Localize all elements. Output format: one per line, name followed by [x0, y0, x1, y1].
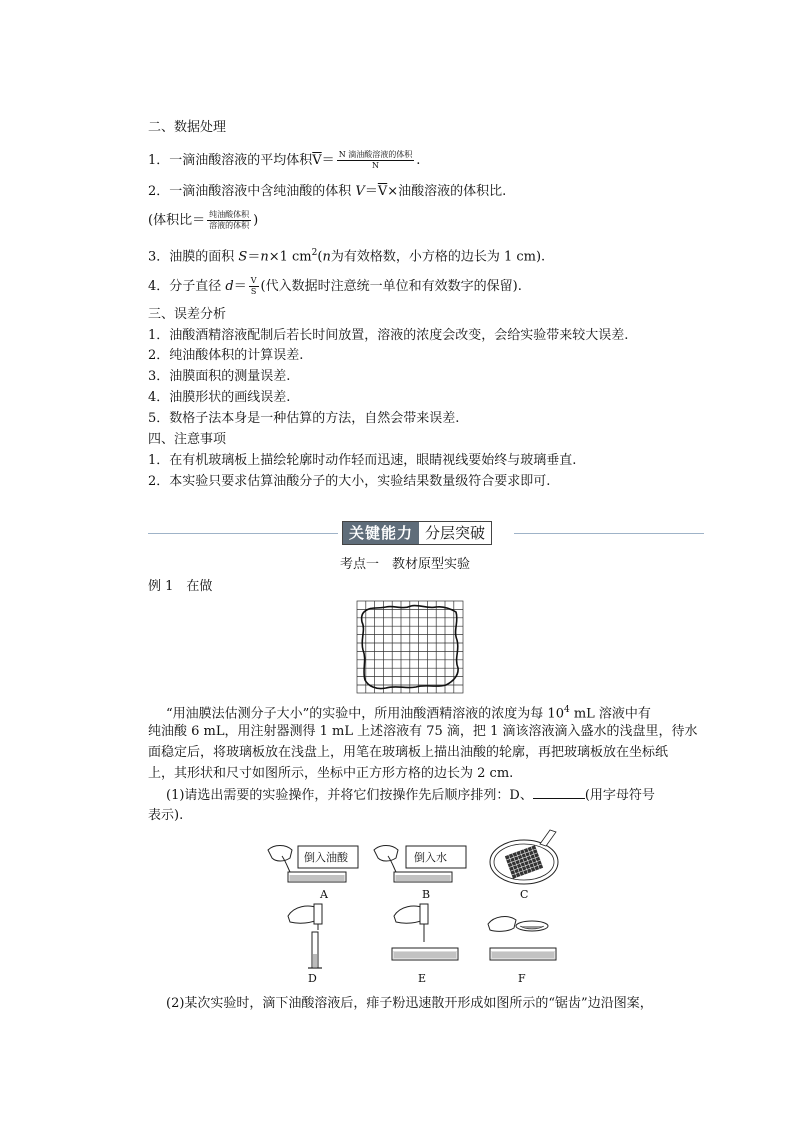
q1-text: (1)请选出需要的实验操作，并将它们按操作先后顺序排列：D、 — [166, 788, 533, 803]
fig-a-caption: A — [320, 888, 328, 901]
item4-den: S — [250, 287, 257, 296]
item1-num: N 滴油酸溶液的体积 — [338, 150, 413, 159]
item1-den: N — [371, 161, 379, 170]
formula-average-volume — [148, 150, 420, 171]
formula-pure-volume — [148, 183, 506, 201]
kaodian-title: 考点一 教材原型实验 — [340, 557, 471, 572]
item4-fraction — [249, 276, 259, 297]
question-2: (2)某次实验时，滴下油酸溶液后，痱子粉迅速散开形成如图所示的“锯齿”边沿图案， — [166, 996, 653, 1011]
item4-text: 4．分子直径 — [148, 279, 222, 294]
banner-right: 分层突破 — [425, 524, 486, 542]
section-banner — [342, 521, 492, 545]
note-item-2: 2．本实验只要求估算油酸分子的大小，实验结果数量级符合要求即可. — [148, 474, 551, 489]
para1-sup: 4 — [563, 705, 570, 715]
question-1 — [166, 786, 655, 805]
error-item-3: 3．油膜面积的测量误差. — [148, 369, 291, 384]
formula-area — [148, 244, 545, 266]
section2-heading: 二、数据处理 — [148, 120, 227, 135]
q1-tail: (用字母符号 — [584, 788, 655, 803]
ratio-pre: (体积比＝ — [148, 213, 206, 228]
banner-left: 关键能力 — [343, 522, 419, 544]
para1-a: “用油膜法估测分子大小”的实验中，所用油酸酒精溶液的浓度为每 10 — [166, 706, 564, 722]
item1-eq: ＝ — [321, 153, 335, 168]
item3-eq: ＝ — [247, 249, 261, 265]
banner-rule-left — [148, 533, 338, 534]
item2-text: 2．一滴油酸溶液中含纯油酸的体积 — [148, 184, 352, 199]
syringe-cylinder-figure — [282, 902, 338, 972]
item4-num: V — [250, 276, 257, 285]
error-item-4: 4．油膜形状的画线误差. — [148, 390, 291, 405]
fig-b-caption: B — [422, 888, 431, 901]
item2-eq: ＝ — [364, 184, 378, 199]
ratio-post: ) — [253, 213, 259, 228]
item1-v: $\overline{V}$ — [312, 153, 322, 168]
glass-plate-dish-figure — [488, 826, 564, 888]
section3-heading: 三、误差分析 — [148, 307, 227, 322]
item4-eq: ＝ — [233, 279, 247, 294]
ratio-num: 纯油酸体积 — [209, 210, 250, 219]
item3-n2: n — [322, 249, 331, 265]
question-1-cont: 表示). — [148, 808, 184, 823]
banner-rule-right — [514, 533, 704, 534]
item3-rest: ×1 cm — [268, 249, 312, 265]
fig-d-caption: D — [308, 972, 317, 985]
fig-e-caption: E — [418, 972, 427, 985]
item3-tail: 为有效格数，小方格的边长为 1 cm). — [330, 249, 546, 265]
item3-n: n — [260, 249, 269, 265]
item1-text: 1．一滴油酸溶液的平均体积 — [148, 153, 313, 168]
example-para-line2: 纯油酸 6 mL，用注射器测得 1 mL 上述溶液有 75 滴，把 1 滴该溶液滴入盛水的浅盘里，待水 — [148, 724, 698, 739]
note-item-1: 1．在有机玻璃板上描绘轮廓时动作轻而迅速，眼睛视线要始终与玻璃垂直. — [148, 453, 577, 468]
drop-into-dish-figure — [386, 902, 466, 972]
item2-post: ×油酸溶液的体积比. — [387, 184, 507, 199]
item4-post: (代入数据时注意统一单位和有效数字的保留). — [260, 279, 522, 294]
item1-fraction — [337, 150, 415, 171]
example-para-line3: 面稳定后，将玻璃板放在浅盘上，用笔在玻璃板上描出油酸的轮廓，再把玻璃板放在坐标纸 — [148, 745, 669, 760]
ratio-den: 溶液的体积 — [209, 221, 250, 230]
item1-end: . — [416, 153, 421, 168]
item3-s: S — [238, 249, 248, 265]
item3-text: 3．油膜的面积 — [148, 249, 235, 265]
example-para-line4: 上，其形状和尺寸如图所示，坐标中正方形方格的边长为 2 cm. — [148, 766, 514, 781]
error-item-1: 1．油酸酒精溶液配制后若长时间放置，溶液的浓度会改变，会给实验带来较大误差. — [148, 328, 629, 343]
fig-a-label: 倒入油酸 — [304, 851, 348, 864]
ratio-fraction — [207, 210, 251, 231]
error-item-2: 2．纯油酸体积的计算误差. — [148, 348, 304, 363]
para1-b: mL 溶液中有 — [569, 706, 651, 722]
q1-answer-blank[interactable] — [533, 786, 585, 799]
example-label: 例 1 在做 — [148, 579, 213, 594]
item2-v: V — [355, 184, 365, 199]
section4-heading: 四、注意事项 — [148, 432, 227, 447]
error-item-5: 5．数格子法本身是一种估算的方法，自然会带来误差. — [148, 411, 460, 426]
item3-paren: ( — [317, 249, 323, 265]
oil-film-grid-figure — [356, 600, 464, 694]
formula-diameter — [148, 276, 522, 297]
example-para-line1 — [166, 701, 651, 723]
fig-c-caption: C — [520, 888, 529, 901]
volume-ratio — [148, 210, 258, 231]
item4-d: d — [225, 279, 234, 294]
fig-b-label: 倒入水 — [414, 851, 447, 864]
item3-sup: 2 — [311, 248, 318, 258]
fig-f-caption: F — [518, 972, 526, 985]
item2-vbar: $\overline{V}$ — [377, 184, 388, 199]
sprinkle-powder-figure — [484, 914, 564, 972]
